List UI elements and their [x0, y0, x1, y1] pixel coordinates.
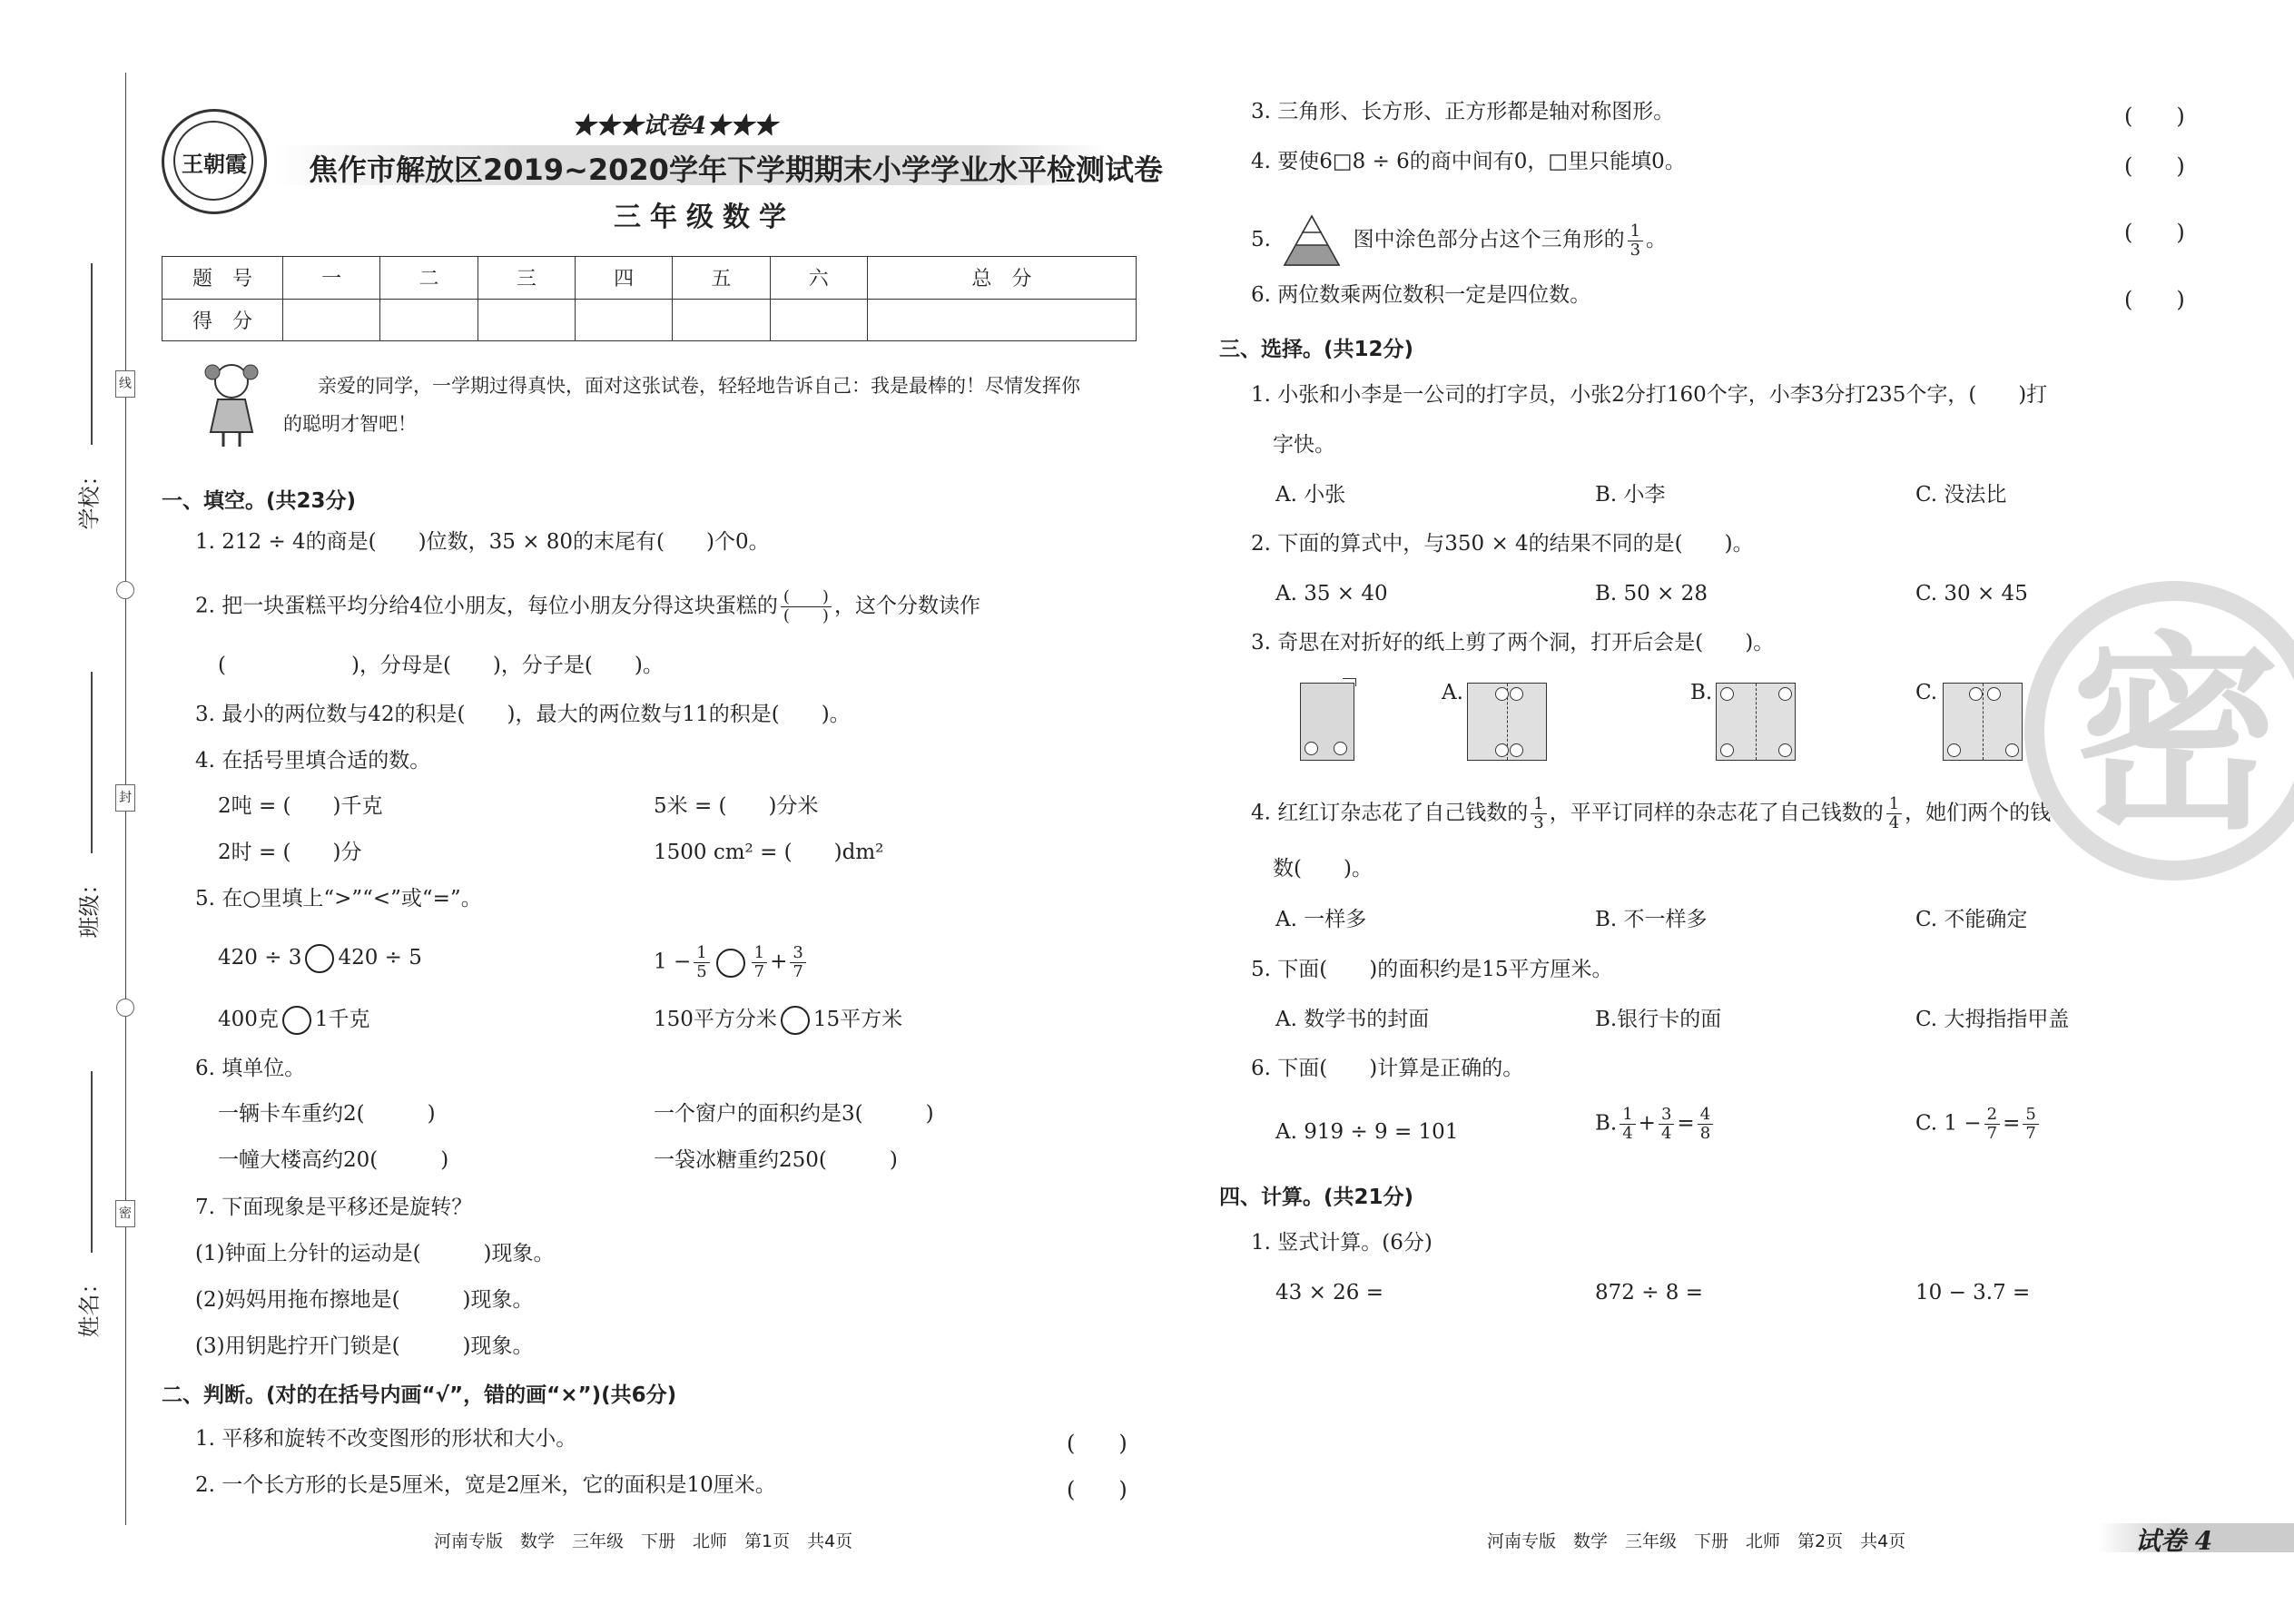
s1-q6b: 一个窗户的面积约是3( )	[654, 1102, 934, 1126]
s2-q3: 3. 三角形、长方形、正方形都是轴对称图形。	[1251, 100, 1675, 123]
s3-q6-option-b[interactable]: B. $\frac{1}{4}$ + $\frac{3}{4}$ = $\frac{4}{8}$	[1595, 1106, 1716, 1143]
score-cell[interactable]	[283, 299, 380, 341]
intro-line-2: 的聪明才智吧！	[283, 413, 417, 435]
s1-q6a: 一辆卡车重约2( )	[218, 1102, 436, 1126]
score-header-cell: 一	[283, 257, 380, 300]
s1-q7a: (1)钟面上分针的运动是( )现象。	[195, 1242, 555, 1265]
option-a-figure[interactable]	[1467, 683, 1547, 761]
score-table	[162, 256, 1137, 341]
s3-q6-option-c[interactable]: C. 1 − $\frac{2}{7}$ = $\frac{5}{7}$	[1915, 1106, 2042, 1143]
s3-q5-option-c[interactable]: C. 大拇指指甲盖	[1915, 1008, 2070, 1031]
s1-q5b: 1 − $\frac{1}{5}$ $\frac{1}{7}$ + $\frac{3}{7}$	[654, 944, 809, 981]
s2-q4: 4. 要使6□8 ÷ 6的商中间有0，□里只能填0。	[1251, 150, 1686, 173]
s4-calc-a: 43 × 26 =	[1275, 1281, 1384, 1304]
s3-q1-option-a[interactable]: A. 小张	[1275, 483, 1346, 507]
s1-q7b: (2)妈妈用拖布擦地是( )现象。	[195, 1288, 534, 1312]
logo-text: 王朝霞	[182, 151, 247, 177]
s3-q4: 4. 红红订杂志花了自己钱数的 $\frac{1}{3}$ ，平平订同样的杂志花了自己钱数的 $\frac{1}{4}$ ，她们两个的钱	[1251, 794, 2052, 832]
compare-circle[interactable]	[305, 944, 334, 973]
exam-number: ★★★试卷4★★★	[572, 113, 778, 140]
s2-q6: 6. 两位数乘两位数积一定是四位数。	[1251, 283, 1591, 307]
school-underline	[91, 263, 93, 445]
answer-paren[interactable]: ( )	[2124, 153, 2185, 179]
secret-seal-watermark: 密	[2024, 581, 2294, 881]
s3-q4-cont: 数( )。	[1273, 857, 1373, 881]
compare-circle[interactable]	[282, 1006, 311, 1035]
s2-q2: 2. 一个长方形的长是5厘米，宽是2厘米，它的面积是10厘米。	[195, 1473, 776, 1497]
s1-q4b: 5米 = ( )分米	[654, 794, 819, 818]
score-header-cell: 二	[380, 257, 478, 300]
score-header-cell: 题 号	[162, 257, 283, 300]
s1-q1: 1. 212 ÷ 4的商是( )位数，35 × 80的末尾有( )个0。	[195, 530, 770, 554]
s3-q5-option-b[interactable]: B.银行卡的面	[1595, 1008, 1722, 1031]
answer-paren[interactable]: ( )	[1067, 1431, 1127, 1456]
s3-q4-option-b[interactable]: B. 不一样多	[1595, 908, 1708, 931]
s3-q2-option-c[interactable]: C. 30 × 45	[1915, 582, 2028, 605]
section-2-title: 二、判断。(对的在括号内画“√”，错的画“×”)(共6分)	[162, 1383, 677, 1407]
s3-q3-option-c[interactable]: C.	[1915, 681, 1938, 704]
girl-cartoon-icon	[200, 359, 263, 450]
answer-paren[interactable]: ( )	[2124, 220, 2185, 245]
s3-q4-option-c[interactable]: C. 不能确定	[1915, 908, 2028, 931]
s3-q6-option-a[interactable]: A. 919 ÷ 9 = 101	[1275, 1120, 1459, 1144]
s3-q3-option-a[interactable]: A.	[1442, 681, 1463, 704]
answer-paren[interactable]: ( )	[2124, 287, 2185, 312]
score-cell[interactable]	[478, 299, 575, 341]
s1-q5: 5. 在○里填上“>”“<”或“=”。	[195, 887, 482, 910]
s1-q6: 6. 填单位。	[195, 1057, 306, 1080]
s2-q1: 1. 平移和旋转不改变图形的形状和大小。	[195, 1427, 577, 1451]
class-label: 班级：	[76, 872, 103, 939]
score-cell[interactable]	[673, 299, 770, 341]
s3-q3-option-b[interactable]: B.	[1690, 681, 1713, 704]
seal-mark-secret: 密	[115, 1200, 135, 1227]
score-cell[interactable]	[770, 299, 867, 341]
s1-q6d: 一袋冰糖重约250( )	[654, 1148, 898, 1172]
footer-tag: 试卷 4	[2135, 1526, 2213, 1556]
school-label: 学校：	[76, 464, 103, 530]
score-header-cell: 五	[673, 257, 770, 300]
score-cell[interactable]	[867, 299, 1136, 341]
s4-calc-c: 10 − 3.7 =	[1915, 1281, 2031, 1304]
s1-q5a: 420 ÷ 3 420 ÷ 5	[218, 944, 422, 973]
folded-paper-figure	[1300, 683, 1354, 761]
section-1-title: 一、填空。(共23分)	[162, 489, 357, 513]
score-header-cell: 四	[575, 257, 672, 300]
option-c-figure[interactable]	[1943, 683, 2023, 761]
s2-q5: 5. 图中涂色部分占这个三角形的 $\frac{1}{3}$ 。	[1251, 214, 1667, 267]
s1-q7: 7. 下面现象是平移还是旋转？	[195, 1196, 473, 1219]
footer-left: 河南专版 数学 三年级 下册 北师 第1页 共4页	[434, 1531, 853, 1551]
class-underline	[91, 672, 93, 853]
compare-circle[interactable]	[716, 949, 745, 978]
score-row-label: 得 分	[162, 299, 283, 341]
punch-hole-icon	[116, 999, 134, 1017]
s1-q4c: 2时 = ( )分	[218, 841, 362, 864]
section-4-title: 四、计算。(共21分)	[1219, 1186, 1414, 1209]
s3-q1: 1. 小张和小李是一公司的打字员，小张2分打160个字，小李3分打235个字，( )打	[1251, 383, 2048, 407]
answer-paren[interactable]: ( )	[1067, 1477, 1127, 1502]
s3-q5-option-a[interactable]: A. 数学书的封面	[1275, 1008, 1430, 1031]
footer-right: 河南专版 数学 三年级 下册 北师 第2页 共4页	[1487, 1531, 1906, 1551]
s4-calc-b: 872 ÷ 8 =	[1595, 1281, 1704, 1304]
s1-q7c: (3)用钥匙拧开门锁是( )现象。	[195, 1334, 534, 1358]
score-header-cell: 三	[478, 257, 575, 300]
blank-fraction: ( ) ( )	[781, 588, 832, 625]
s1-q2-read: ( )，分母是( )，分子是( )。	[218, 654, 664, 677]
compare-circle[interactable]	[781, 1006, 810, 1035]
s1-q4a: 2吨 = ( )千克	[218, 794, 383, 818]
answer-paren[interactable]: ( )	[2124, 103, 2185, 129]
s1-q4d: 1500 cm² = ( )dm²	[654, 841, 884, 864]
s3-q1-option-c[interactable]: C. 没法比	[1915, 483, 2007, 507]
s3-q2: 2. 下面的算式中，与350 × 4的结果不同的是( )。	[1251, 532, 1754, 556]
s3-q4-option-a[interactable]: A. 一样多	[1275, 908, 1367, 931]
s1-q3: 3. 最小的两位数与42的积是( )，最大的两位数与11的积是( )。	[195, 703, 851, 726]
intro-line-1: 亲爱的同学，一学期过得真快，面对这张试卷，轻轻地告诉自己：我是最棒的！尽情发挥你	[318, 375, 1080, 397]
logo-badge	[162, 109, 267, 214]
s1-q4: 4. 在括号里填合适的数。	[195, 749, 431, 773]
s3-q6: 6. 下面( )计算是正确的。	[1251, 1057, 1524, 1080]
s4-q1: 1. 竖式计算。(6分)	[1251, 1231, 1433, 1255]
score-cell[interactable]	[575, 299, 672, 341]
name-label: 姓名：	[76, 1272, 103, 1338]
score-header-cell: 六	[770, 257, 867, 300]
s3-q1-cont: 字快。	[1273, 433, 1335, 457]
punch-hole-icon	[116, 581, 134, 599]
name-underline	[91, 1071, 93, 1253]
exam-title: 焦作市解放区2019~2020学年下学期期末小学学业水平检测试卷	[309, 153, 1163, 187]
s1-q5c: 400克 1千克	[218, 1006, 370, 1035]
score-cell[interactable]	[380, 299, 478, 341]
s3-q2-option-a[interactable]: A. 35 × 40	[1275, 582, 1388, 605]
s1-q2: 2. 把一块蛋糕平均分给4位小朋友，每位小朋友分得这块蛋糕的 ( ) ( ) ，这个分数读作	[195, 587, 980, 625]
shaded-triangle-icon	[1283, 214, 1341, 267]
seal-mark-seal: 封	[115, 784, 135, 812]
s3-q3: 3. 奇思在对折好的纸上剪了两个洞，打开后会是( )。	[1251, 631, 1775, 655]
score-header-cell: 总 分	[867, 257, 1136, 300]
section-3-title: 三、选择。(共12分)	[1219, 338, 1414, 361]
seal-mark-line: 线	[115, 370, 135, 398]
s1-q6c: 一幢大楼高约20( )	[218, 1148, 449, 1172]
s3-q5: 5. 下面( )的面积约是15平方厘米。	[1251, 958, 1613, 981]
exam-subtitle: 三年级数学	[614, 202, 795, 233]
s3-q1-option-b[interactable]: B. 小李	[1595, 483, 1666, 507]
s1-q5d: 150平方分米 15平方米	[654, 1006, 902, 1035]
option-b-figure[interactable]	[1716, 683, 1796, 761]
s3-q2-option-b[interactable]: B. 50 × 28	[1595, 582, 1708, 605]
